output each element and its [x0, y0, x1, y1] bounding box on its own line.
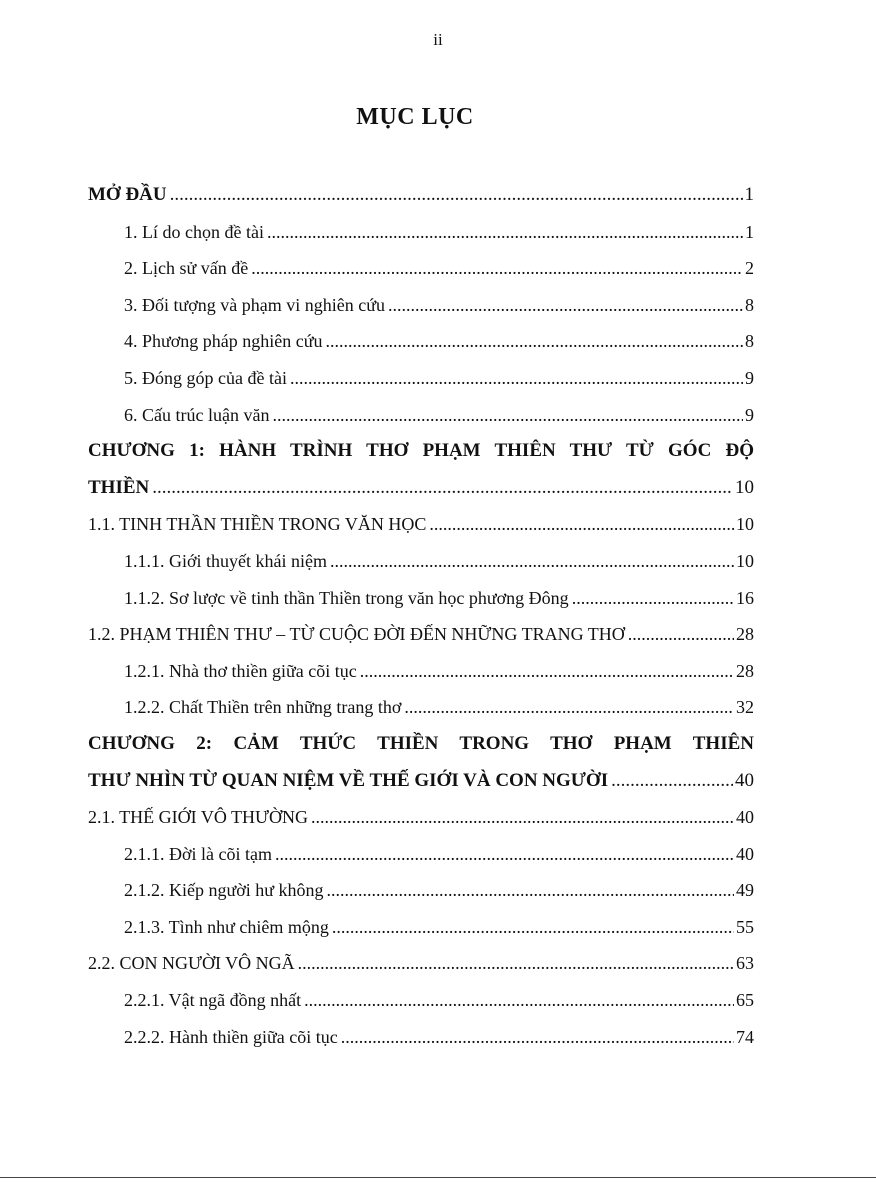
toc-entry-title: 1.2. PHẠM THIÊN THƯ – TỪ CUỘC ĐỜI ĐẾN NHỮNG TRANG THƠ [88, 624, 625, 645]
toc-entry-title: MỞ ĐẦU [88, 184, 167, 205]
toc-entry-title: 2.2.1. Vật ngã đồng nhất [124, 990, 302, 1011]
dot-leader [332, 909, 734, 946]
toc-entry-page: 49 [736, 880, 754, 901]
toc-entry-page: 1 [745, 221, 754, 242]
toc-entry[interactable] [88, 360, 754, 397]
toc-entry-page: 32 [736, 697, 754, 718]
toc-entry-page: 10 [736, 550, 754, 571]
toc-entry-page: 1 [744, 184, 754, 205]
toc-entry-title: THƯ NHÌN TỪ QUAN NIỆM VỀ THẾ GIỚI VÀ CON NGƯỜI [88, 769, 609, 791]
toc-entry-page: 74 [736, 1026, 754, 1047]
toc-entry-page: 16 [736, 587, 754, 608]
dot-leader [152, 470, 733, 507]
toc-entry-title: 2.2. CON NGƯỜI VÔ NGÃ [88, 953, 295, 974]
page-bottom-rule [0, 1177, 876, 1178]
toc-entry[interactable] [88, 287, 754, 324]
toc-entry-chapter-1[interactable] [88, 470, 754, 507]
toc-entry-title: 1. Lí do chọn đề tài [124, 221, 264, 242]
toc-entry-page: 63 [736, 953, 754, 974]
toc-entry-title: 1.1.2. Sơ lược về tinh thần Thiền trong văn học phương Đông [124, 587, 569, 608]
toc-entry-page: 8 [745, 331, 754, 352]
dot-leader [628, 616, 734, 653]
toc-entry-title: 1.1.1. Giới thuyết khái niệm [124, 550, 327, 571]
chapter-2-heading-line1[interactable]: CHƯƠNG 2: CẢM THỨC THIỀN TRONG THƠ PHẠM THIÊN [88, 732, 754, 754]
dot-leader [572, 580, 734, 617]
dot-leader [326, 323, 743, 360]
toc-entry-title: 2. Lịch sử vấn đề [124, 258, 249, 279]
toc-entry[interactable] [88, 689, 754, 726]
toc-entry-title: THIỀN [88, 476, 150, 498]
toc-entry[interactable] [88, 982, 754, 1019]
toc-entry[interactable] [88, 543, 754, 580]
toc-entry-title: 1.1. TINH THẦN THIỀN TRONG VĂN HỌC [88, 514, 427, 535]
toc-entry-page: 40 [735, 769, 754, 791]
toc-entry[interactable] [88, 397, 754, 434]
dot-leader [170, 177, 743, 214]
toc-entry-page: 10 [736, 514, 754, 535]
dot-leader [327, 872, 734, 909]
dot-leader [388, 287, 743, 324]
toc-entry-page: 40 [736, 807, 754, 828]
dot-leader [251, 250, 743, 287]
toc-entry-title: 6. Cấu trúc luận văn [124, 404, 270, 425]
toc-entry-title: 2.1.3. Tình như chiêm mộng [124, 916, 329, 937]
dot-leader [341, 1019, 734, 1056]
toc-entry-page: 55 [736, 916, 754, 937]
dot-leader [304, 982, 734, 1019]
toc-entry[interactable] [88, 580, 754, 617]
dot-leader [311, 799, 734, 836]
toc-entry[interactable] [88, 250, 754, 287]
toc-entry[interactable] [88, 214, 754, 251]
dot-leader [404, 689, 734, 726]
toc-entry-title: 3. Đối tượng và phạm vi nghiên cứu [124, 294, 385, 315]
dot-leader [429, 506, 734, 543]
toc-title: MỤC LỤC [356, 104, 474, 130]
dot-leader [275, 836, 734, 873]
toc-entry[interactable] [88, 653, 754, 690]
chapter-1-heading-line1[interactable]: CHƯƠNG 1: HÀNH TRÌNH THƠ PHẠM THIÊN THƯ TỪ GÓC ĐỘ [88, 440, 754, 462]
dot-leader [330, 543, 734, 580]
dot-leader [298, 945, 734, 982]
toc-entry-title: 2.2.2. Hành thiền giữa cõi tục [124, 1026, 338, 1047]
dot-leader [267, 214, 743, 251]
toc-entry-chapter-2[interactable] [88, 763, 754, 800]
toc-entry-title: 5. Đóng góp của đề tài [124, 367, 287, 388]
toc-entry-page: 8 [745, 294, 754, 315]
toc-entry-page: 65 [736, 990, 754, 1011]
dot-leader [360, 653, 734, 690]
toc-entry[interactable] [88, 909, 754, 946]
toc-entry-title: 4. Phương pháp nghiên cứu [124, 331, 323, 352]
dot-leader [611, 763, 733, 800]
toc-entry[interactable] [88, 872, 754, 909]
toc-entry-mo-dau[interactable] [88, 177, 754, 214]
toc-entry[interactable] [88, 799, 754, 836]
toc-entry[interactable] [88, 836, 754, 873]
toc-entry-title: 1.2.2. Chất Thiền trên những trang thơ [124, 697, 402, 718]
toc-entry-page: 40 [736, 843, 754, 864]
toc-entry[interactable] [88, 1019, 754, 1056]
toc-entry-title: 2.1.1. Đời là cõi tạm [124, 843, 272, 864]
toc-entry-page: 9 [745, 404, 754, 425]
toc-entry[interactable] [88, 506, 754, 543]
toc-entry-title: 2.1.2. Kiếp người hư không [124, 880, 324, 901]
dot-leader [290, 360, 743, 397]
dot-leader [272, 397, 743, 434]
toc-entry[interactable] [88, 323, 754, 360]
page-number: ii [433, 30, 443, 49]
toc-entry-page: 10 [735, 476, 754, 498]
toc-entry-title: 2.1. THẾ GIỚI VÔ THƯỜNG [88, 807, 308, 828]
toc-entry-page: 28 [736, 624, 754, 645]
toc-entry-page: 28 [736, 660, 754, 681]
table-of-contents [88, 177, 754, 1055]
toc-entry-page: 2 [745, 258, 754, 279]
toc-entry-page: 9 [745, 367, 754, 388]
toc-entry-title: 1.2.1. Nhà thơ thiền giữa cõi tục [124, 660, 357, 681]
toc-entry[interactable] [88, 616, 754, 653]
toc-entry[interactable] [88, 945, 754, 982]
